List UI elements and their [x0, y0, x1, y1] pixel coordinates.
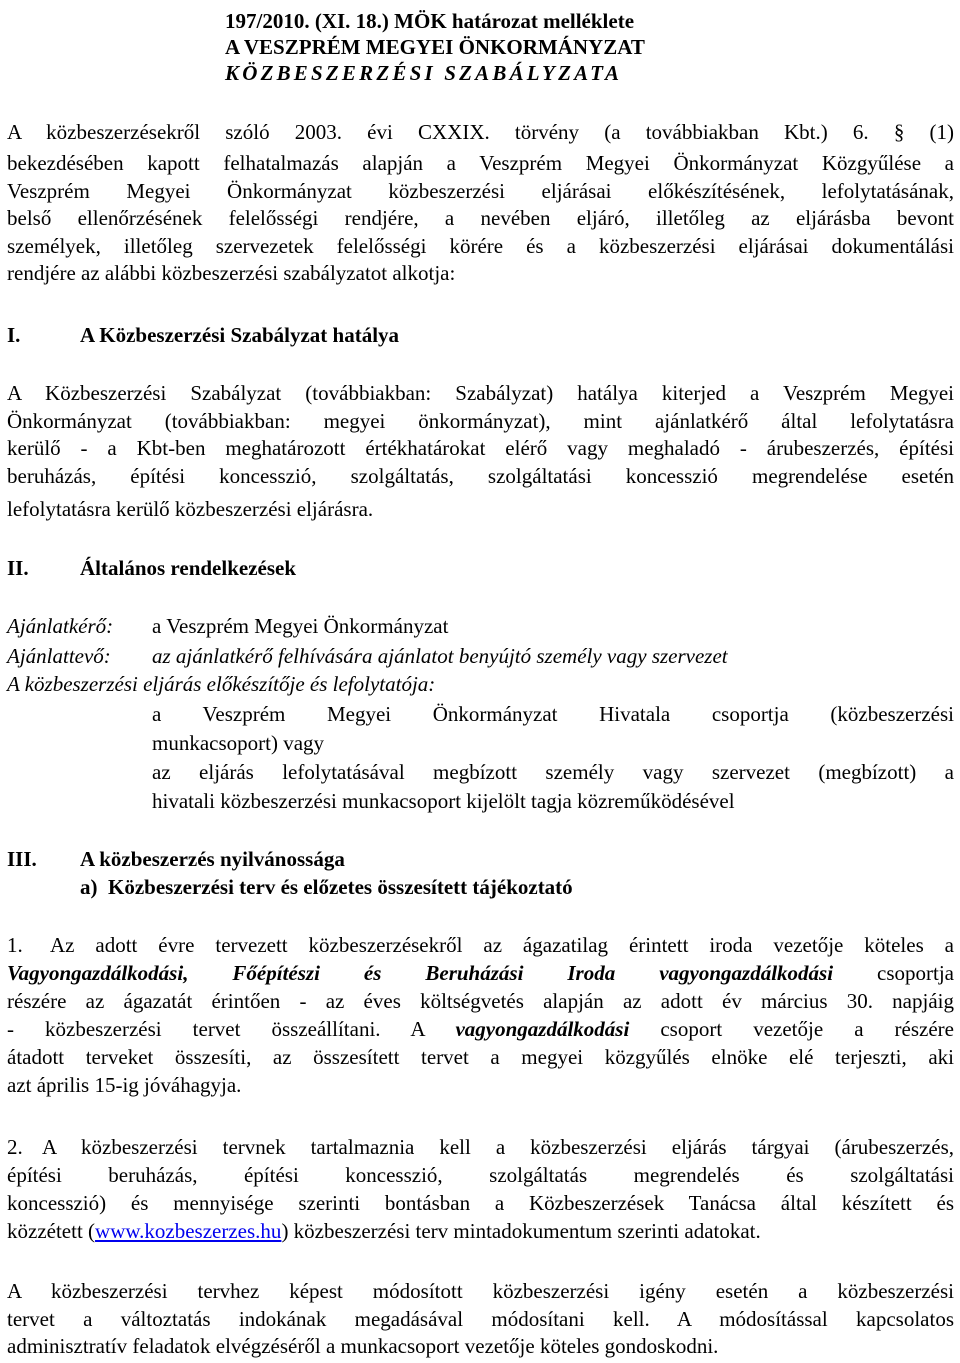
paragraph-line: azt április 15-ig jóváhagyja.: [7, 1073, 242, 1097]
paragraph-line: lefolytatásra kerülő közbeszerzési eljárásra.: [7, 497, 374, 521]
kozbeszerzes-link[interactable]: www.kozbeszerzes.hu: [95, 1219, 282, 1243]
office-name: Vagyongazdálkodási, Főépítészi és Beruházási Iroda vagyongazdálkodási: [7, 961, 834, 985]
paragraph-line: koncesszió) és mennyisége szerinti bontásban a Közbeszerzések Tanácsa által készített és: [7, 1191, 954, 1215]
paragraph-line: tervet a változtatás indokának megadásával módosítani kell. A módosítással kapcsolatos: [7, 1307, 954, 1331]
paragraph-number: 2.: [7, 1135, 23, 1159]
intro-line: A közbeszerzésekről szóló 2003. évi CXXIX. törvény (a továbbiakban Kbt.) 6. § (1): [7, 120, 954, 144]
definition-text: a Veszprém Megyei Önkormányzat Hivatala csoportja (közbeszerzési: [152, 702, 954, 726]
text-run: csoportja: [833, 961, 954, 985]
text-run: csoport vezetője a részére: [629, 1017, 954, 1041]
section-number: II.: [7, 556, 29, 580]
text-run: - közbeszerzési tervet összeállítani. A: [7, 1017, 456, 1041]
definition-text: hivatali közbeszerzési munkacsoport kijelölt tagja közreműködésével: [152, 789, 735, 813]
intro-line: személyek, illetőleg szervezetek felelősségi körére és a közbeszerzési eljárásai dokumentálási: [7, 234, 954, 258]
text-run: ) közbeszerzési terv mintadokumentum szerinti adatokat.: [281, 1219, 761, 1243]
definition-term: Ajánlattevő:: [7, 644, 111, 668]
header-authority: A VESZPRÉM MEGYEI ÖNKORMÁNYZAT: [225, 35, 645, 59]
header-resolution: 197/2010. (XI. 18.) MÖK határozat melléklete: [225, 9, 635, 33]
paragraph-line: Az adott évre tervezett közbeszerzésekről az ágazatilag érintett iroda vezetője köteles a: [50, 933, 954, 957]
definition-text: az ajánlatkérő felhívására ajánlatot benyújtó személy vagy szervezet: [152, 644, 728, 668]
paragraph-line: építési beruházás, építési koncesszió, szolgáltatás megrendelés és szolgáltatási: [7, 1163, 954, 1187]
section-number: I.: [7, 323, 21, 347]
text-run: közzétett (: [7, 1219, 96, 1243]
paragraph-line: [7, 1218, 954, 1244]
paragraph-line: részére az ágazatát érintően - az éves költségvetés alapján az adott év március 30. napjáig: [7, 989, 954, 1013]
definition-term: A közbeszerzési eljárás előkészítője és lefolytatója:: [7, 672, 436, 696]
paragraph-line: átadott terveket összesíti, az összesített tervet a megyei közgyűlés elnöke elé terjeszti, aki: [7, 1045, 954, 1069]
paragraph-line: A Közbeszerzési Szabályzat (továbbiakban: Szabályzat) hatálya kiterjed a Veszprém Megyei: [7, 381, 954, 405]
paragraph-line: Önkormányzat (továbbiakban: megyei önkormányzat), mint ajánlatkérő által lefolytatásra: [7, 409, 954, 433]
section-number: III.: [7, 847, 37, 871]
paragraph-number: 1.: [7, 933, 23, 957]
definition-text: munkacsoport) vagy: [152, 731, 325, 755]
paragraph-line: kerülő - a Kbt-ben meghatározott értékhatárokat elérő vagy meghaladó - árubeszerzés, építési: [7, 436, 954, 460]
intro-line: belső ellenőrzésének felelősségi rendjére, a nevében eljáró, illetőleg az eljárásba bevont: [7, 206, 954, 230]
intro-line: Veszprém Megyei Önkormányzat közbeszerzési eljárásai előkészítésének, lefolytatásának,: [7, 179, 954, 203]
paragraph-line: A közbeszerzési tervnek tartalmaznia kell a közbeszerzési eljárás tárgyai (árubeszerzés,: [42, 1135, 954, 1159]
definition-text: a Veszprém Megyei Önkormányzat: [152, 614, 449, 638]
group-name: vagyongazdálkodási: [455, 1017, 630, 1041]
intro-line: bekezdésében kapott felhatalmazás alapján a Veszprém Megyei Önkormányzat Közgyűlése a: [7, 151, 954, 175]
section-title: A Közbeszerzési Szabályzat hatálya: [80, 323, 400, 347]
header-document-title: KÖZBESZERZÉSI SZABÁLYZATA: [225, 61, 623, 85]
paragraph-line: beruházás, építési koncesszió, szolgáltatás, szolgáltatási koncesszió megrendelése esetén: [7, 464, 954, 488]
paragraph-line: adminisztratív feladatok elvégzéséről a munkacsoport vezetője köteles gondoskodni.: [7, 1334, 719, 1358]
section-title: Általános rendelkezések: [80, 556, 297, 580]
section-title: A közbeszerzés nyilvánossága: [80, 847, 345, 871]
definition-text: az eljárás lefolytatásával megbízott személy vagy szervezet (megbízott) a: [152, 760, 954, 784]
section-subtitle: a) Közbeszerzési terv és előzetes összesített tájékoztató: [80, 875, 573, 899]
paragraph-line: A közbeszerzési tervhez képest módosított közbeszerzési igény esetén a közbeszerzési: [7, 1279, 954, 1303]
paragraph-line: [7, 1016, 954, 1042]
paragraph-line: [7, 960, 954, 986]
definition-term: Ajánlatkérő:: [7, 614, 114, 638]
intro-line: rendjére az alábbi közbeszerzési szabályzatot alkotja:: [7, 261, 456, 285]
